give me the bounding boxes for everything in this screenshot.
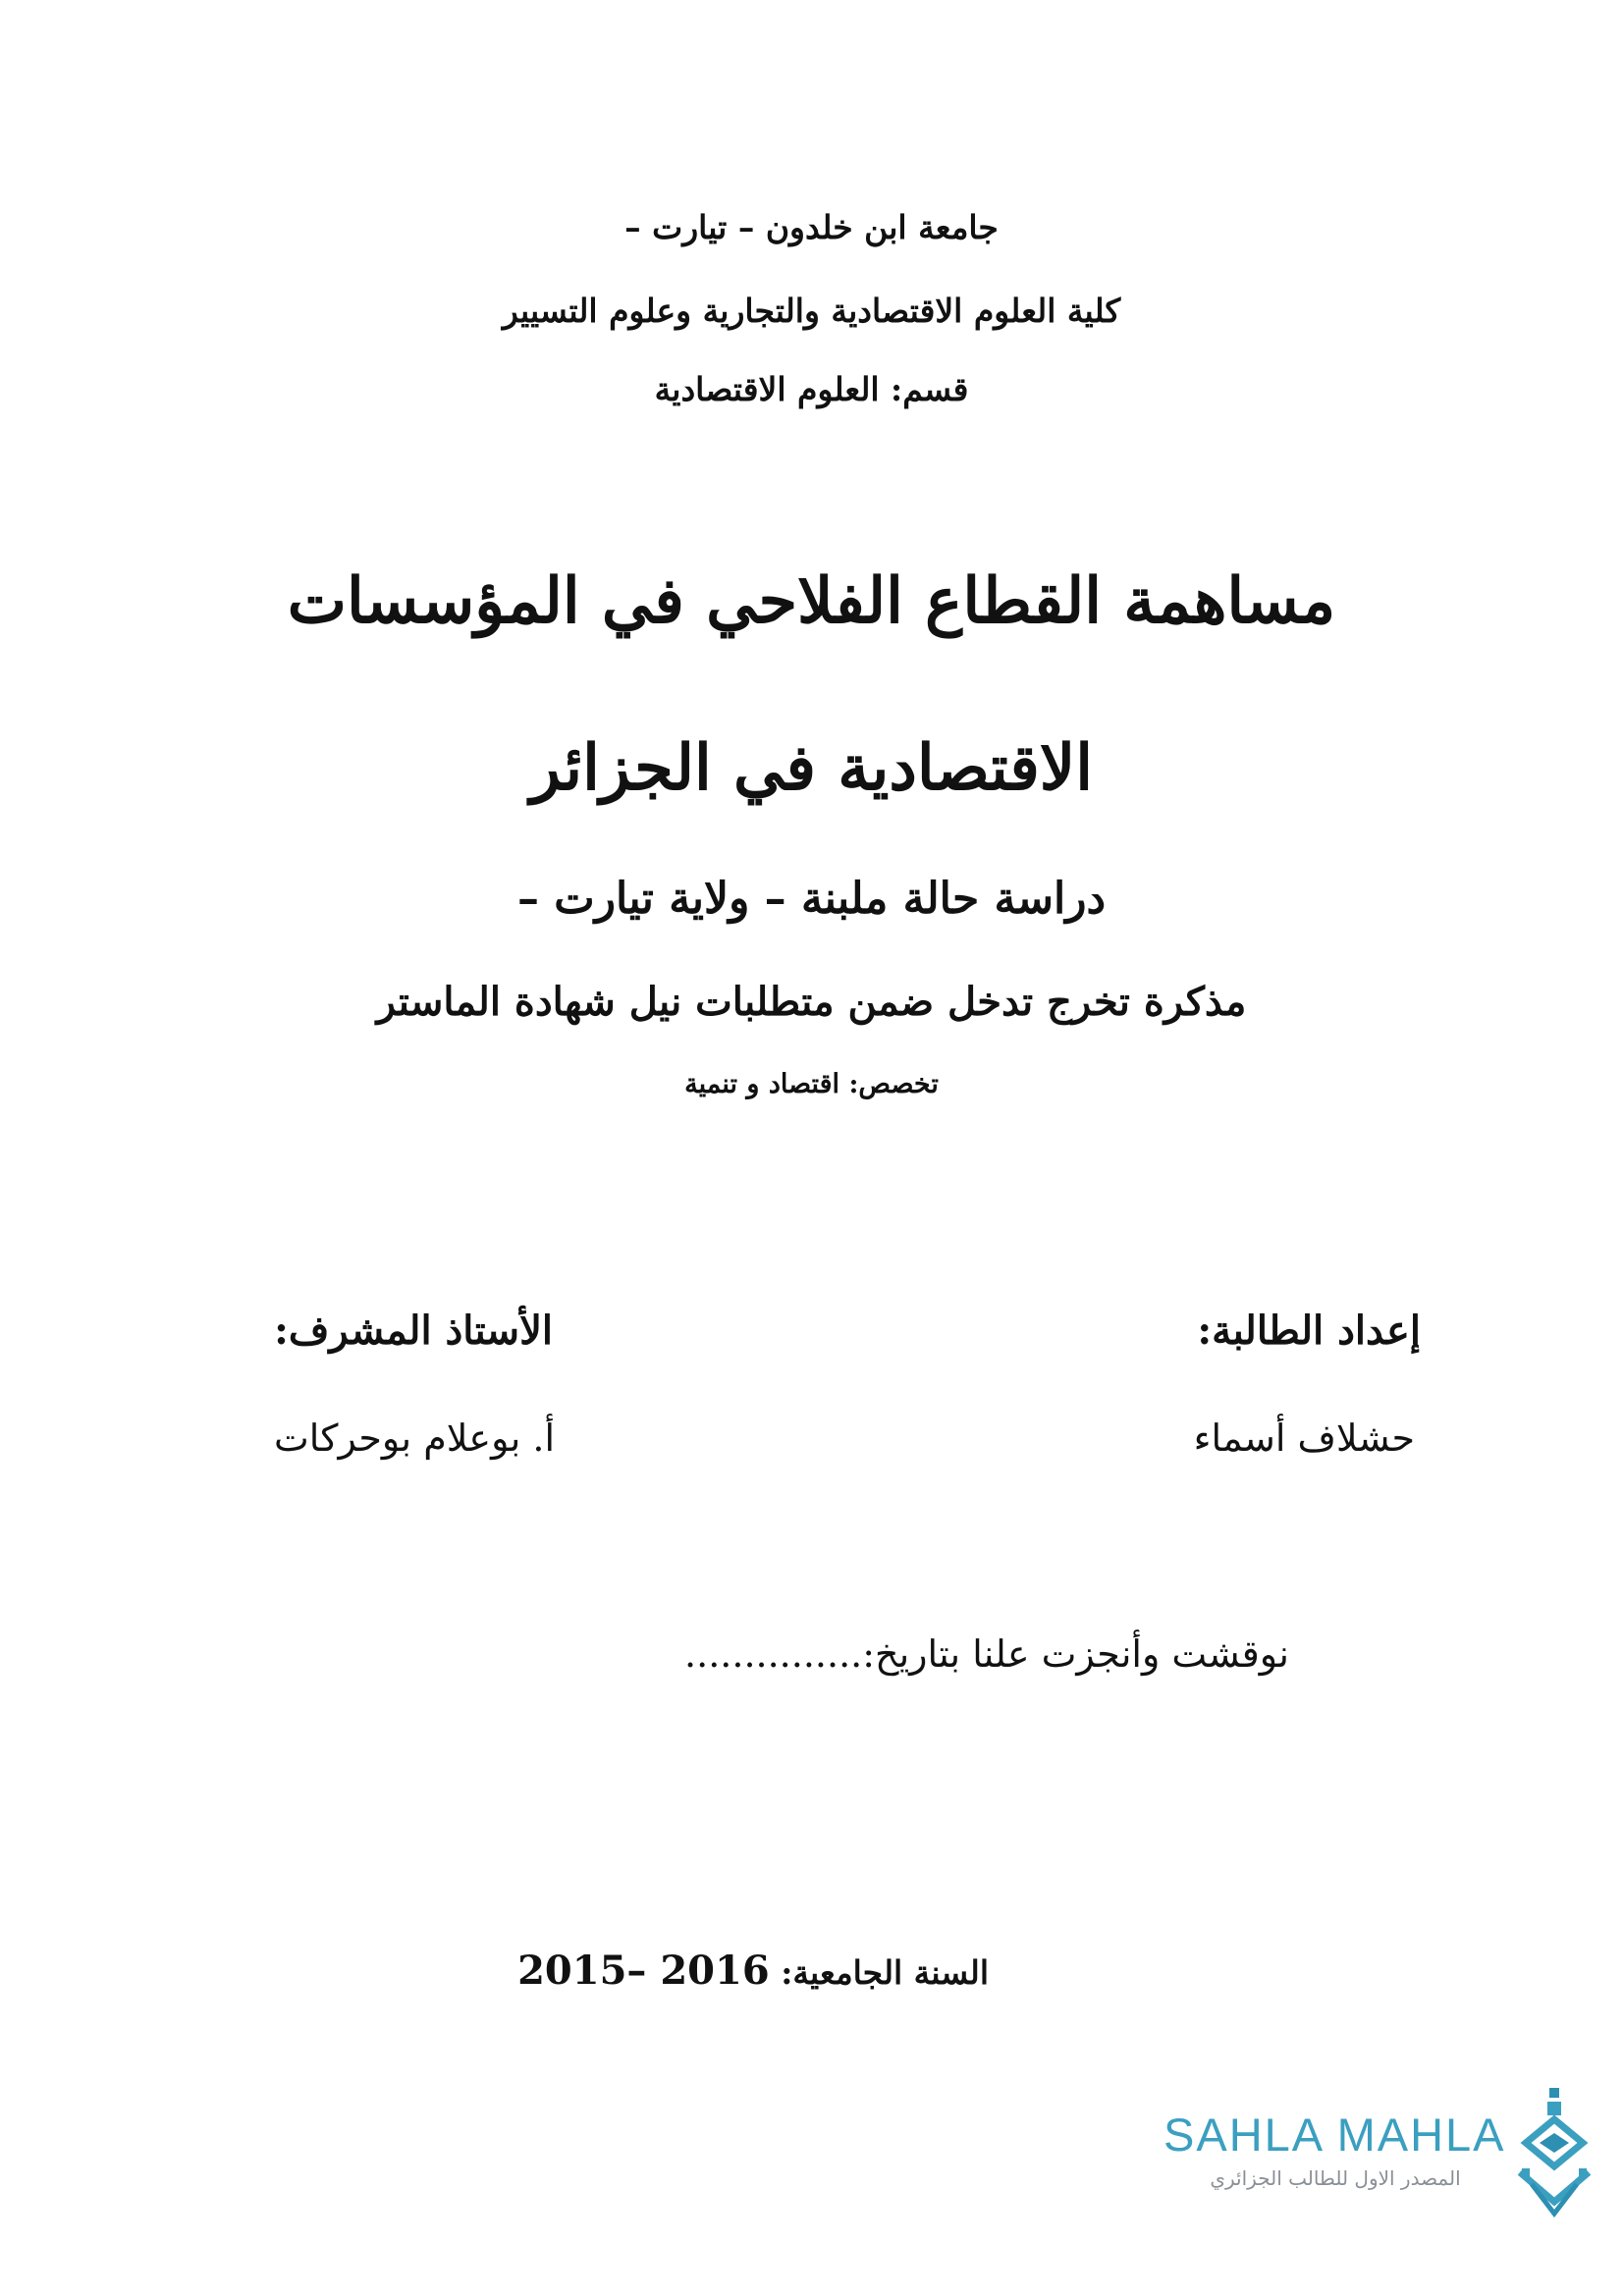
- academic-year-label: السنة الجامعية:: [781, 1953, 989, 1992]
- academic-year-value: 2015– 2016: [517, 1948, 770, 1994]
- thesis-purpose: مذكرة تخرج تدخل ضمن متطلبات نيل شهادة الماستر: [376, 979, 1247, 1025]
- department-name: قسم: العلوم الاقتصادية: [654, 370, 969, 408]
- defense-date-dots: ...............: [684, 1632, 863, 1676]
- thesis-title-line-2: الاقتصادية في الجزائر: [529, 731, 1094, 805]
- sahla-mahla-watermark: [1163, 2086, 1600, 2223]
- supervisor-label: الأستاذ المشرف:: [274, 1308, 553, 1354]
- specialty: تخصص: اقتصاد و تنمية: [684, 1069, 939, 1099]
- faculty-name: كلية العلوم الاقتصادية والتجارية وعلوم التسيير: [502, 292, 1121, 330]
- watermark-name: SAHLA MAHLA: [1163, 2109, 1506, 2161]
- university-name: جامعة ابن خلدون – تيارت –: [624, 208, 999, 246]
- student-name: حشلاف أسماء: [1193, 1416, 1415, 1460]
- sahla-mahla-logo-icon: [1512, 2086, 1600, 2223]
- student-label: إعداد الطالبة:: [1197, 1308, 1421, 1354]
- watermark-tagline: المصدر الاول للطالب الجزائري: [1210, 2166, 1461, 2190]
- case-study-subtitle: دراسة حالة ملبنة – ولاية تيارت –: [516, 874, 1107, 924]
- supervisor-name: أ. بوعلام بوحركات: [274, 1416, 555, 1460]
- defense-date-label: نوقشت وأنجزت علنا بتاريخ:: [862, 1632, 1289, 1676]
- academic-year-line: [517, 1948, 989, 1994]
- defense-date-line: [684, 1632, 1289, 1676]
- thesis-title-line-1: مساهمة القطاع الفلاحي في المؤسسات: [287, 564, 1336, 638]
